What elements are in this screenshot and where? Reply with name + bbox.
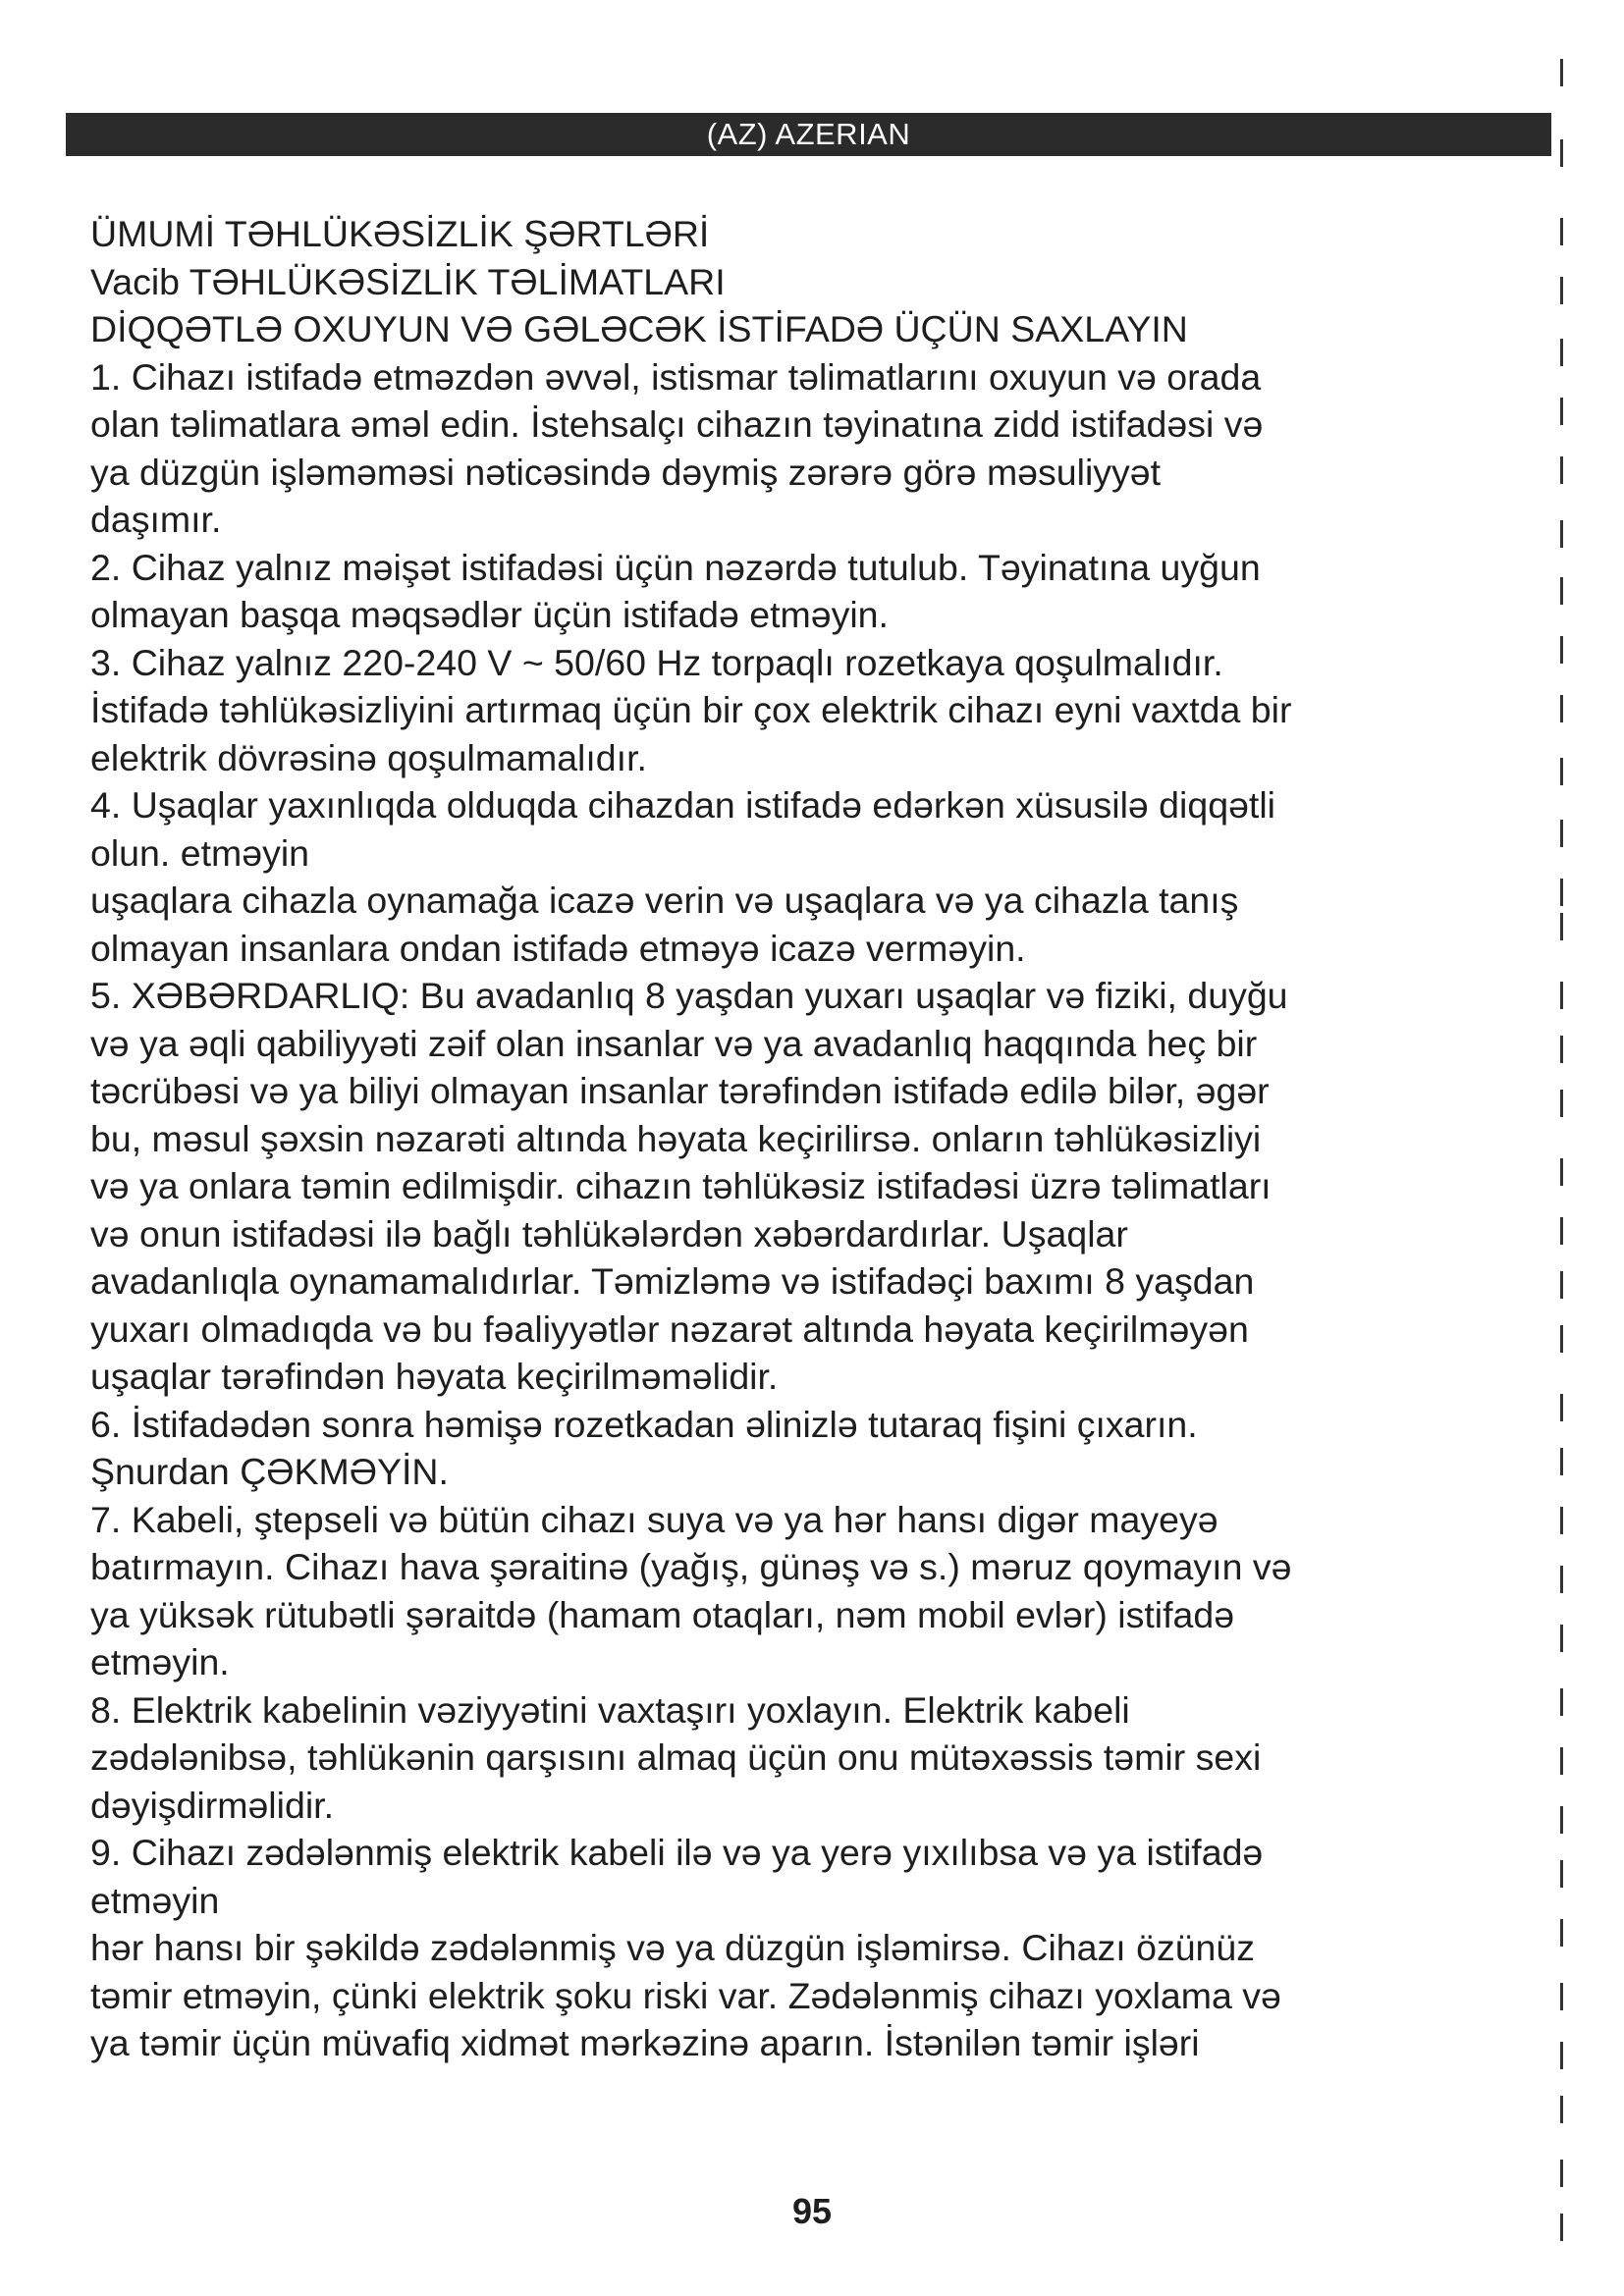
text-line: 1. Cihazı istifadə etməzdən əvvəl, istismar təlimatlarını oxuyun və orada <box>90 355 1262 398</box>
section-title: ÜMUMİ TƏHLÜKƏSİZLİK ŞƏRTLƏRİ <box>90 213 710 254</box>
margin-tick <box>1560 456 1563 484</box>
text-line: 6. İstifadədən sonra həmişə rozetkadan əlinizlə tutaraq fişini çıxarın. <box>90 1403 1198 1445</box>
margin-tick <box>1560 1217 1563 1245</box>
text-line: olmayan başqa məqsədlər üçün istifadə etməyin. <box>90 594 889 635</box>
text-line: və ya onlara təmin edilmişdir. cihazın təhlükəsiz istifadəsi üzrə təlimatları <box>90 1165 1272 1206</box>
margin-tick <box>1560 398 1563 425</box>
margin-tick <box>1560 1394 1563 1421</box>
margin-tick <box>1560 879 1563 906</box>
text-line: təmir etməyin, çünki elektrik şoku riski var. Zədələnmiş cihazı yoxlama və <box>90 1974 1281 2016</box>
text-line: 5. XƏBƏRDARLIQ: Bu avadanlıq 8 yaşdan yuxarı uşaqlar və fiziki, duyğu <box>90 975 1288 1016</box>
margin-tick <box>1560 820 1563 847</box>
margin-tick <box>1560 695 1563 722</box>
margin-tick <box>1560 2160 1563 2187</box>
margin-tick <box>1560 1688 1563 1716</box>
text-line: 4. Uşaqlar yaxınlıqda olduqda cihazdan istifadə edərkən xüsusilə diqqətli <box>90 784 1276 826</box>
margin-tick <box>1560 1036 1563 1063</box>
margin-scan-marks <box>1560 59 1566 2248</box>
text-line: etməyin. <box>90 1641 230 1682</box>
text-line: 8. Elektrik kabelinin vəziyyətini vaxtaşırı yoxlayın. Elektrik kabeli <box>90 1688 1130 1731</box>
text-line: olmayan insanlara ondan istifadə etməyə icazə verməyin. <box>90 927 1026 969</box>
text-line: 7. Kabeli, ştepseli və bütün cihazı suya və ya hər hansı digər mayeyə <box>90 1498 1218 1540</box>
margin-tick <box>1560 339 1563 366</box>
margin-tick <box>1560 1625 1563 1652</box>
section-subtitle: Vacib TƏHLÜKƏSİZLİK TƏLİMATLARI <box>90 260 726 302</box>
margin-tick <box>1560 913 1563 940</box>
text-line: və onun istifadəsi ilə bağlı təhlükələrdən xəbərdardırlar. Uşaqlar <box>90 1212 1128 1255</box>
margin-tick <box>1560 1507 1563 1534</box>
text-line: etməyin <box>90 1879 220 1921</box>
text-line: ya düzgün işləməməsi nəticəsində dəymiş zərərə görə məsuliyyət <box>90 451 1162 493</box>
margin-tick <box>1560 139 1563 167</box>
text-line: bu, məsul şəxsin nəzarəti altında həyata keçirilirsə. onların təhlükəsizliyi <box>90 1117 1262 1159</box>
margin-tick <box>1560 1090 1563 1117</box>
text-line: avadanlıqla oynamamalıdırlar. Təmizləmə və istifadəçi baxımı 8 yaşdan <box>90 1260 1255 1302</box>
text-line: hər hansı bir şəkildə zədələnmiş və ya düzgün işləmirsə. Cihazı özünüz <box>90 1927 1256 1968</box>
page-number: 95 <box>791 2191 833 2231</box>
margin-tick <box>1560 1983 1563 2010</box>
margin-tick <box>1560 520 1563 548</box>
language-header-title: (AZ) AZERIAN <box>706 117 911 151</box>
text-line: batırmayın. Cihazı hava şəraitinə (yağış, günəş və s.) məruz qoymayın və <box>90 1546 1292 1587</box>
text-line: elektrik dövrəsinə qoşulmamalıdır. <box>90 736 647 778</box>
text-line: olan təlimatlara əməl edin. İstehsalçı cihazın təyinatına zidd istifadəsi və <box>90 403 1264 445</box>
text-line: yuxarı olmadıqda və bu fəaliyyətlər nəzarət altında həyata keçirilməyən <box>90 1308 1249 1350</box>
margin-tick <box>1560 1747 1563 1775</box>
text-line: ya yüksək rütubətli şəraitdə (hamam otaqları, nəm mobil evlər) istifadə <box>90 1593 1235 1635</box>
text-line: uşaqlar tərəfindən həyata keçirilməməlidir. <box>90 1356 779 1397</box>
language-header-bar <box>66 113 1551 156</box>
text-line: dəyişdirməlidir. <box>90 1784 334 1826</box>
margin-tick <box>1560 1860 1563 1888</box>
margin-tick <box>1560 59 1563 86</box>
text-line: İstifadə təhlükəsizliyini artırmaq üçün bir çox elektrik cihazı eyni vaxtda bir <box>90 689 1292 730</box>
text-line: uşaqlara cihazla oynamağa icazə verin və uşaqlara və ya cihazla tanış <box>90 880 1239 921</box>
safety-instructions-text <box>90 210 1553 2067</box>
margin-tick <box>1560 577 1563 605</box>
margin-tick <box>1560 1448 1563 1475</box>
margin-tick <box>1560 2096 1563 2123</box>
margin-tick <box>1560 277 1563 304</box>
text-line: 9. Cihazı zədələnmiş elektrik kabeli ilə və ya yerə yıxılıbsa və ya istifadə <box>90 1832 1264 1873</box>
margin-tick <box>1560 2042 1563 2069</box>
section-notice: DİQQƏTLƏ OXUYUN VƏ GƏLƏCƏK İSTİFADƏ ÜÇÜN SAXLAYIN <box>90 308 1188 349</box>
text-line: 2. Cihaz yalnız məişət istifadəsi üçün nəzərdə tutulub. Təyinatına uyğun <box>90 546 1261 588</box>
margin-tick <box>1560 1325 1563 1353</box>
margin-tick <box>1560 1271 1563 1299</box>
text-line: olun. etməyin <box>90 831 310 874</box>
margin-tick <box>1560 758 1563 785</box>
margin-tick <box>1560 636 1563 664</box>
text-line: zədələnibsə, təhlükənin qarşısını almaq üçün onu mütəxəssis təmir sexi <box>90 1736 1262 1778</box>
text-line: və ya əqli qabiliyyəti zəif olan insanlar və ya avadanlıq haqqında heç bir <box>90 1022 1258 1064</box>
text-line: Şnurdan ÇƏKMƏYİN. <box>90 1451 449 1492</box>
margin-tick <box>1560 982 1563 1009</box>
margin-tick <box>1560 1566 1563 1593</box>
text-line: təcrübəsi və ya biliyi olmayan insanlar tərəfindən istifadə edilə bilər, əgər <box>90 1070 1270 1111</box>
margin-tick <box>1560 2214 1563 2241</box>
text-line: 3. Cihaz yalnız 220-240 V ~ 50/60 Hz torpaqlı rozetkaya qoşulmalıdır. <box>90 641 1223 683</box>
text-line: daşımır. <box>90 499 222 540</box>
margin-tick <box>1560 1806 1563 1834</box>
margin-tick <box>1560 218 1563 245</box>
margin-tick <box>1560 1158 1563 1186</box>
text-line: ya təmir üçün müvafiq xidmət mərkəzinə aparın. İstənilən təmir işləri <box>90 2022 1200 2063</box>
margin-tick <box>1560 1919 1563 1947</box>
